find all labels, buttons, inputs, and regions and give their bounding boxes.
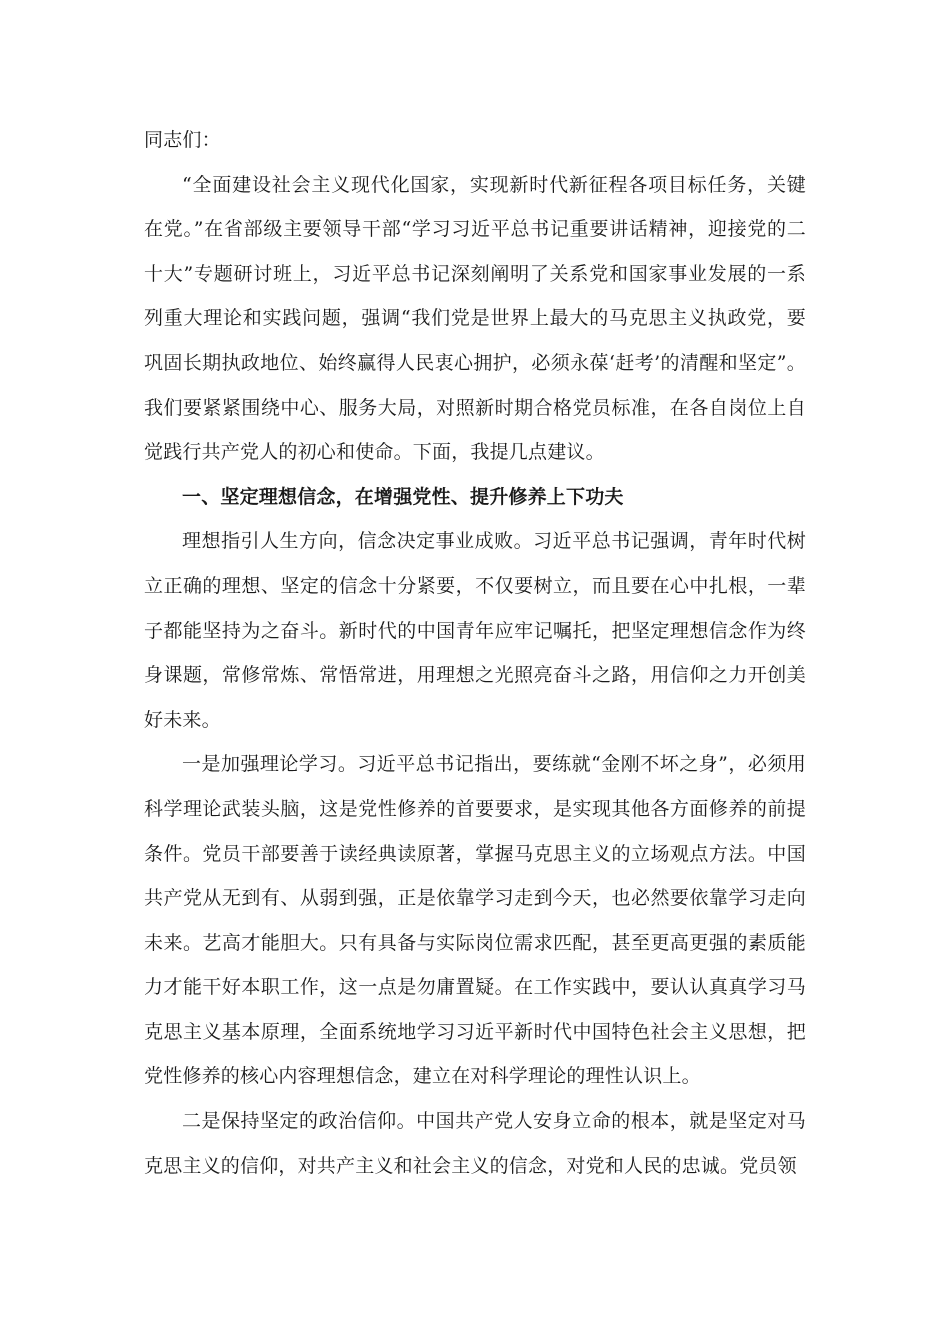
section-heading: 一、坚定理想信念，在增强党性、提升修养上下功夫 <box>182 485 624 508</box>
paragraph-political-belief: 二是保持坚定的政治信仰。中国共产党人安身立命的根本，就是坚定对马克思主义的信仰，对共产主义和社会主义的信念，对党和人民的忠诚。党员领 <box>144 1110 806 1177</box>
paragraph-ideals: 理想指引人生方向，信念决定事业成败。习近平总书记强调，青年时代树立正确的理想、坚定的信念十分紧要，不仅要树立，而且要在心中扎根，一辈子都能坚持为之奋斗。新时代的中国青年应牢记嘱托，把坚定理想信念作为终身课题，常修常炼、常悟常进，用理想之光照亮奋斗之路，用信仰之力开创美好未来。 <box>144 530 806 731</box>
paragraph-intro: “全面建设社会主义现代化国家，实现新时代新征程各项目标任务，关键在党。”在省部级主要领导干部“学习习近平总书记重要讲话精神，迎接党的二十大”专题研讨班上，习近平总书记深刻阐明了关系党和国家事业发展的一系列重大理论和实践问题，强调“我们党是世界上最大的马克思主义执政党，要巩固长期执政地位、始终赢得人民衷心拥护，必须永葆‘赶考’的清醒和坚定”。我们要紧紧围绕中心、服务大局，对照新时期合格党员标准，在各自岗位上自觉践行共产党人的初心和使命。下面，我提几点建议。 <box>144 173 806 464</box>
document-body <box>144 118 806 1188</box>
paragraph-theory-study: 一是加强理论学习。习近平总书记指出，要练就“金刚不坏之身”，必须用科学理论武装头脑，这是党性修养的首要要求，是实现其他各方面修养的前提条件。党员干部要善于读经典读原著，掌握马克思主义的立场观点方法。中国共产党从无到有、从弱到强，正是依靠学习走到今天，也必然要依靠学习走向未来。艺高才能胆大。只有具备与实际岗位需求匹配，甚至更高更强的素质能力才能干好本职工作，这一点是勿庸置疑。在工作实践中，要认认真真学习马克思主义基本原理，全面系统地学习习近平新时代中国特色社会主义思想，把党性修养的核心内容理想信念，建立在对科学理论的理性认识上。 <box>144 753 806 1088</box>
greeting: 同志们： <box>144 129 221 151</box>
